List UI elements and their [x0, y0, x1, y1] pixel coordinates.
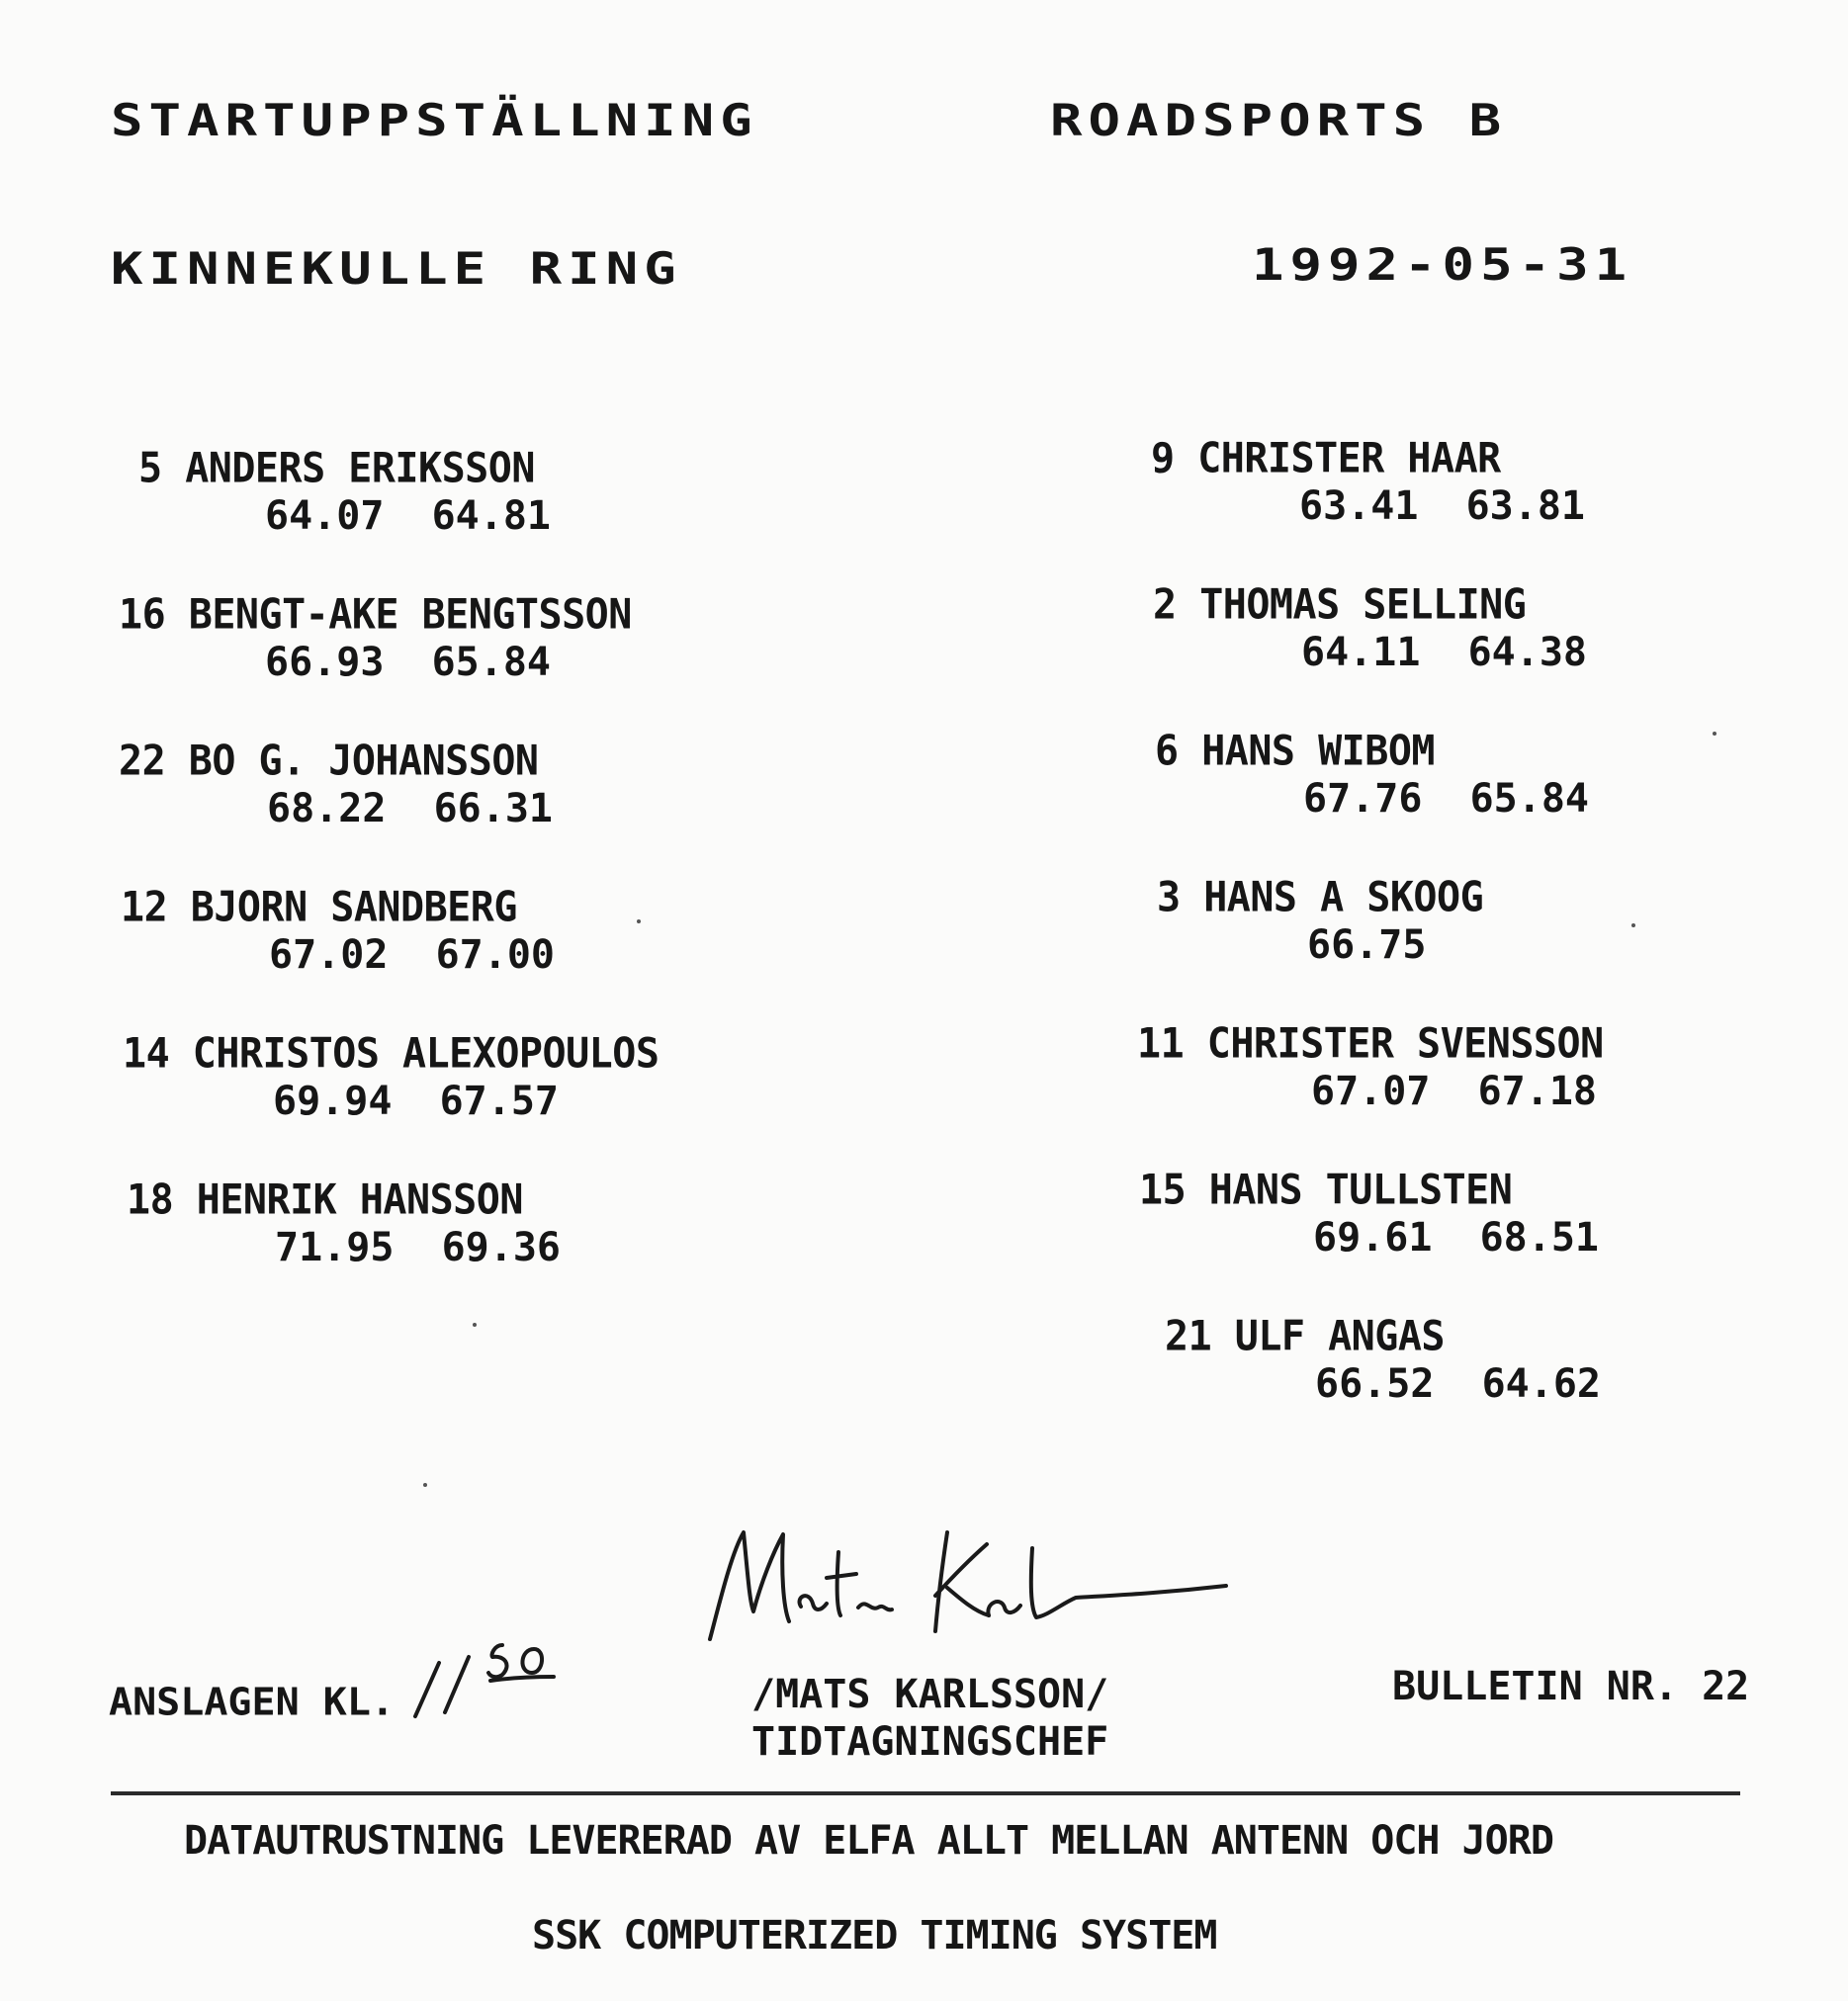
lap-time-1: 67.07	[1311, 1069, 1431, 1114]
driver-name: BJORN SANDBERG	[190, 883, 517, 932]
handwritten-signature	[692, 1513, 1246, 1651]
lap-times	[1157, 921, 1483, 969]
driver-name: CHRISTOS ALEXOPOULOS	[192, 1029, 660, 1079]
lap-times	[127, 1224, 561, 1271]
venue-name: KINNEKULLE RING	[111, 242, 682, 295]
car-number: 22	[119, 737, 166, 786]
driver-name-line	[127, 1175, 561, 1225]
driver-name-line	[138, 444, 551, 493]
lap-time-1: 66.93	[265, 640, 385, 685]
lap-time-2: 64.38	[1467, 630, 1588, 675]
lap-times	[1165, 1360, 1601, 1408]
lap-time-1: 64.07	[265, 493, 385, 539]
driver-entry	[119, 591, 632, 686]
driver-name: HANS WIBOM	[1201, 727, 1436, 776]
lap-time-1: 69.61	[1313, 1215, 1433, 1261]
driver-entry	[1157, 874, 1483, 969]
car-number: 2	[1153, 580, 1177, 630]
driver-name-line	[1165, 1312, 1601, 1361]
lap-time-2: 67.57	[439, 1079, 560, 1124]
scan-speck	[423, 1483, 427, 1487]
driver-entry	[123, 1030, 659, 1125]
driver-entry	[1153, 581, 1587, 676]
lap-time-2: 65.84	[1469, 776, 1590, 822]
driver-name: BENGT-AKE BENGTSSON	[188, 590, 632, 640]
driver-name-line	[121, 883, 555, 932]
lap-time-2: 68.51	[1479, 1215, 1600, 1261]
lap-time-1: 67.76	[1303, 776, 1423, 822]
lap-time-1: 69.94	[273, 1079, 393, 1124]
lap-times	[123, 1078, 659, 1125]
driver-name-line	[1153, 580, 1587, 630]
signatory-title: TIDTAGNINGSCHEF	[751, 1719, 1109, 1765]
lap-time-2: 67.18	[1477, 1069, 1598, 1114]
driver-name-line	[1137, 1019, 1604, 1069]
lap-times	[1153, 629, 1587, 676]
lap-times	[138, 492, 551, 540]
driver-entry	[1151, 435, 1585, 530]
driver-name-line	[119, 737, 553, 786]
driver-entry	[1139, 1167, 1599, 1262]
driver-name-line	[1157, 873, 1483, 922]
signatory-name: /MATS KARLSSON/	[751, 1672, 1109, 1717]
scan-speck	[1713, 732, 1716, 736]
lap-time-2: 69.36	[441, 1225, 562, 1270]
bulletin-number: BULLETIN NR. 22	[1392, 1664, 1750, 1709]
car-number: 21	[1165, 1312, 1212, 1361]
lap-times	[1151, 482, 1585, 530]
driver-name: HANS TULLSTEN	[1208, 1166, 1513, 1215]
car-number: 5	[138, 444, 162, 493]
lap-times	[119, 639, 632, 686]
document-title-left: STARTUPPSTÄLLNING	[111, 94, 758, 146]
driver-entry	[121, 884, 555, 979]
car-number: 12	[121, 883, 168, 932]
lap-times	[1137, 1068, 1604, 1115]
car-number: 9	[1151, 434, 1175, 483]
car-number: 11	[1137, 1019, 1185, 1069]
lap-time-1: 67.02	[269, 932, 389, 978]
lap-time-2: 64.81	[431, 493, 552, 539]
handwritten-posted-time	[405, 1633, 603, 1722]
car-number: 14	[123, 1029, 170, 1079]
driver-entry	[1165, 1313, 1601, 1408]
driver-name: ULF ANGAS	[1234, 1312, 1446, 1361]
lap-time-1: 71.95	[275, 1225, 395, 1270]
divider-line	[111, 1791, 1740, 1795]
driver-name: HANS A SKOOG	[1203, 873, 1484, 922]
lap-time-1: 66.52	[1315, 1361, 1435, 1407]
driver-name-line	[119, 590, 632, 640]
driver-name: CHRISTER SVENSSON	[1206, 1019, 1604, 1069]
driver-entry	[1137, 1020, 1604, 1115]
lap-time-1: 64.11	[1301, 630, 1421, 675]
lap-times	[1139, 1214, 1599, 1262]
lap-time-1: 68.22	[267, 786, 387, 831]
lap-times	[121, 931, 555, 979]
car-number: 6	[1155, 727, 1179, 776]
car-number: 18	[127, 1175, 174, 1225]
lap-times	[1155, 775, 1589, 823]
car-number: 3	[1157, 873, 1181, 922]
driver-name: HENRIK HANSSON	[196, 1175, 523, 1225]
driver-name: CHRISTER HAAR	[1197, 434, 1501, 483]
driver-entry	[138, 445, 551, 540]
driver-entry	[127, 1176, 561, 1271]
driver-name: THOMAS SELLING	[1199, 580, 1527, 630]
driver-entry	[119, 738, 553, 832]
sponsor-line: DATAUTRUSTNING LEVERERAD AV ELFA ALLT MELLAN ANTENN OCH JORD	[184, 1818, 1553, 1864]
lap-time-2: 65.84	[431, 640, 552, 685]
lap-time-2: 63.81	[1465, 483, 1586, 529]
lap-time-2: 66.31	[433, 786, 554, 831]
driver-name: ANDERS ERIKSSON	[185, 444, 535, 493]
posted-time-label: ANSLAGEN KL.	[109, 1681, 395, 1724]
driver-name-line	[1155, 727, 1589, 776]
car-number: 15	[1139, 1166, 1187, 1215]
lap-times	[119, 785, 553, 832]
lap-time-2: 67.00	[435, 932, 556, 978]
driver-entry	[1155, 728, 1589, 823]
lap-time-2: 64.62	[1481, 1361, 1602, 1407]
lap-time-1: 63.41	[1299, 483, 1419, 529]
driver-name: BO G. JOHANSSON	[188, 737, 539, 786]
scan-speck	[1631, 923, 1635, 927]
scan-speck	[473, 1323, 477, 1327]
driver-name-line	[1139, 1166, 1599, 1215]
event-date: 1992-05-31	[1252, 238, 1633, 291]
car-number: 16	[119, 590, 166, 640]
driver-name-line	[123, 1029, 659, 1079]
driver-name-line	[1151, 434, 1585, 483]
scan-speck	[637, 919, 641, 923]
timing-system-line: SSK COMPUTERIZED TIMING SYSTEM	[532, 1913, 1217, 1958]
lap-time-1: 66.75	[1307, 922, 1427, 968]
document-title-right: ROADSPORTS B	[1050, 94, 1508, 146]
